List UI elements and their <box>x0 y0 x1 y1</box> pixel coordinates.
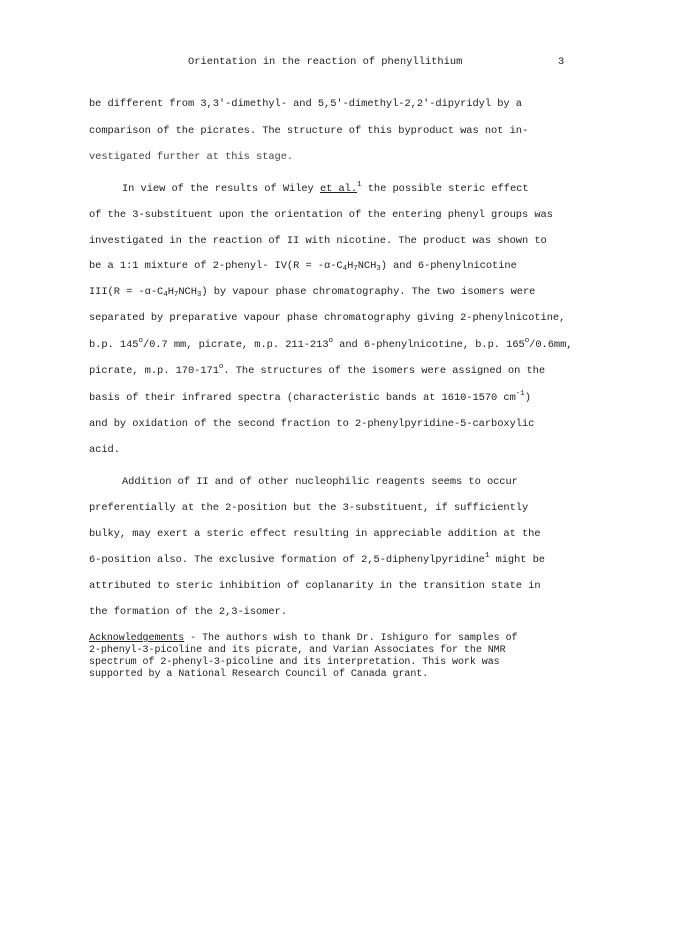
degree-mark: o <box>218 363 224 371</box>
text-span: be a 1:1 mixture of 2-phenyl- IV(R = -α-C <box>89 260 343 272</box>
subscript: 3 <box>376 265 381 273</box>
text-line: 2-phenyl-3-picoline and its picrate, and Varian Associates for the NMR <box>89 645 506 656</box>
text-span: NCH <box>357 260 377 272</box>
subscript: 7 <box>353 265 358 273</box>
subscript: 4 <box>342 265 348 273</box>
superscript: -1 <box>515 390 525 398</box>
text-span: III(R = -α-C <box>89 286 164 298</box>
text-line: Addition of II and of other nucleophilic reagents seems to occur <box>122 476 518 488</box>
running-title: Orientation in the reaction of phenyllithium <box>188 56 463 68</box>
text-line: bulky, may exert a steric effect resulting in appreciable addition at the <box>89 528 541 540</box>
text-span: . The structures of the isomers were assigned on the <box>223 365 546 377</box>
text-line: vestigated further at this stage. <box>89 151 294 163</box>
subscript: 4 <box>163 291 168 299</box>
text-span: ) <box>524 392 531 404</box>
text-line <box>89 392 531 404</box>
text-line <box>89 339 572 351</box>
text-line: the formation of the 2,3-isomer. <box>89 606 287 618</box>
text-span: basis of their infrared spectra (characteristic bands at 1610-1570 cm <box>89 392 516 404</box>
text-line: and by oxidation of the second fraction to 2-phenylpyridine-5-carboxylic <box>89 418 535 430</box>
footnote-ref: 1 <box>484 552 490 560</box>
text-line: spectrum of 2-phenyl-3-picoline and its interpretation. This work was <box>89 657 500 668</box>
text-line: attributed to steric inhibition of coplanarity in the transition state in <box>89 580 541 592</box>
text-line <box>89 260 517 272</box>
text-line: comparison of the picrates. The structure of this byproduct was not in- <box>89 125 529 137</box>
footnote-ref: 1 <box>357 181 362 189</box>
text-line <box>89 633 517 644</box>
degree-mark: o <box>138 337 143 345</box>
text-line <box>89 554 545 566</box>
text-span: ) by vapour phase chromatography. The two isomers were <box>201 286 536 298</box>
text-line: preferentially at the 2-position but the 3-substituent, if sufficiently <box>89 502 529 514</box>
text-line: separated by preparative vapour phase chromatography giving 2-phenylnicotine, <box>89 312 566 324</box>
text-span: the possible steric effect <box>361 183 529 195</box>
text-span: and 6-phenylnicotine, b.p. 165 <box>332 339 525 351</box>
text-line <box>122 183 529 195</box>
text-line: investigated in the reaction of II with nicotine. The product was shown to <box>89 235 547 247</box>
text-span: - The authors wish to thank Dr. Ishiguro for samples of <box>184 633 518 644</box>
subscript: 3 <box>196 291 202 299</box>
text-span: /0.7 mm, picrate, m.p. 211-213 <box>142 339 329 351</box>
text-span: H <box>167 286 174 298</box>
text-span: picrate, m.p. 170-171 <box>89 365 219 377</box>
text-span: In view of the results of Wiley <box>122 183 320 195</box>
acknowledgements-heading: Acknowledgements <box>89 633 185 644</box>
text-line: be different from 3,3'-dimethyl- and 5,5'-dimethyl-2,2'-dipyridyl by a <box>89 98 522 110</box>
text-span: might be <box>489 554 545 566</box>
text-span: H <box>347 260 354 272</box>
citation-text: et al. <box>319 183 358 195</box>
text-span: /0.6mm, <box>529 339 573 351</box>
text-span: NCH <box>178 286 197 298</box>
text-line: of the 3-substituent upon the orientation of the entering phenyl groups was <box>89 209 553 221</box>
text-line: acid. <box>89 444 120 456</box>
degree-mark: o <box>524 337 530 345</box>
text-line <box>89 365 545 377</box>
text-span: ) and 6-phenylnicotine <box>380 260 517 272</box>
running-header <box>0 56 680 70</box>
text-line <box>89 286 535 298</box>
text-line: supported by a National Research Council of Canada grant. <box>89 669 429 680</box>
subscript: 7 <box>173 291 179 299</box>
page-number: 3 <box>558 56 565 68</box>
text-span: 6-position also. The exclusive formation of 2,5-diphenylpyridine <box>89 554 485 566</box>
degree-mark: o <box>328 337 333 345</box>
text-span: b.p. 145 <box>89 339 139 351</box>
